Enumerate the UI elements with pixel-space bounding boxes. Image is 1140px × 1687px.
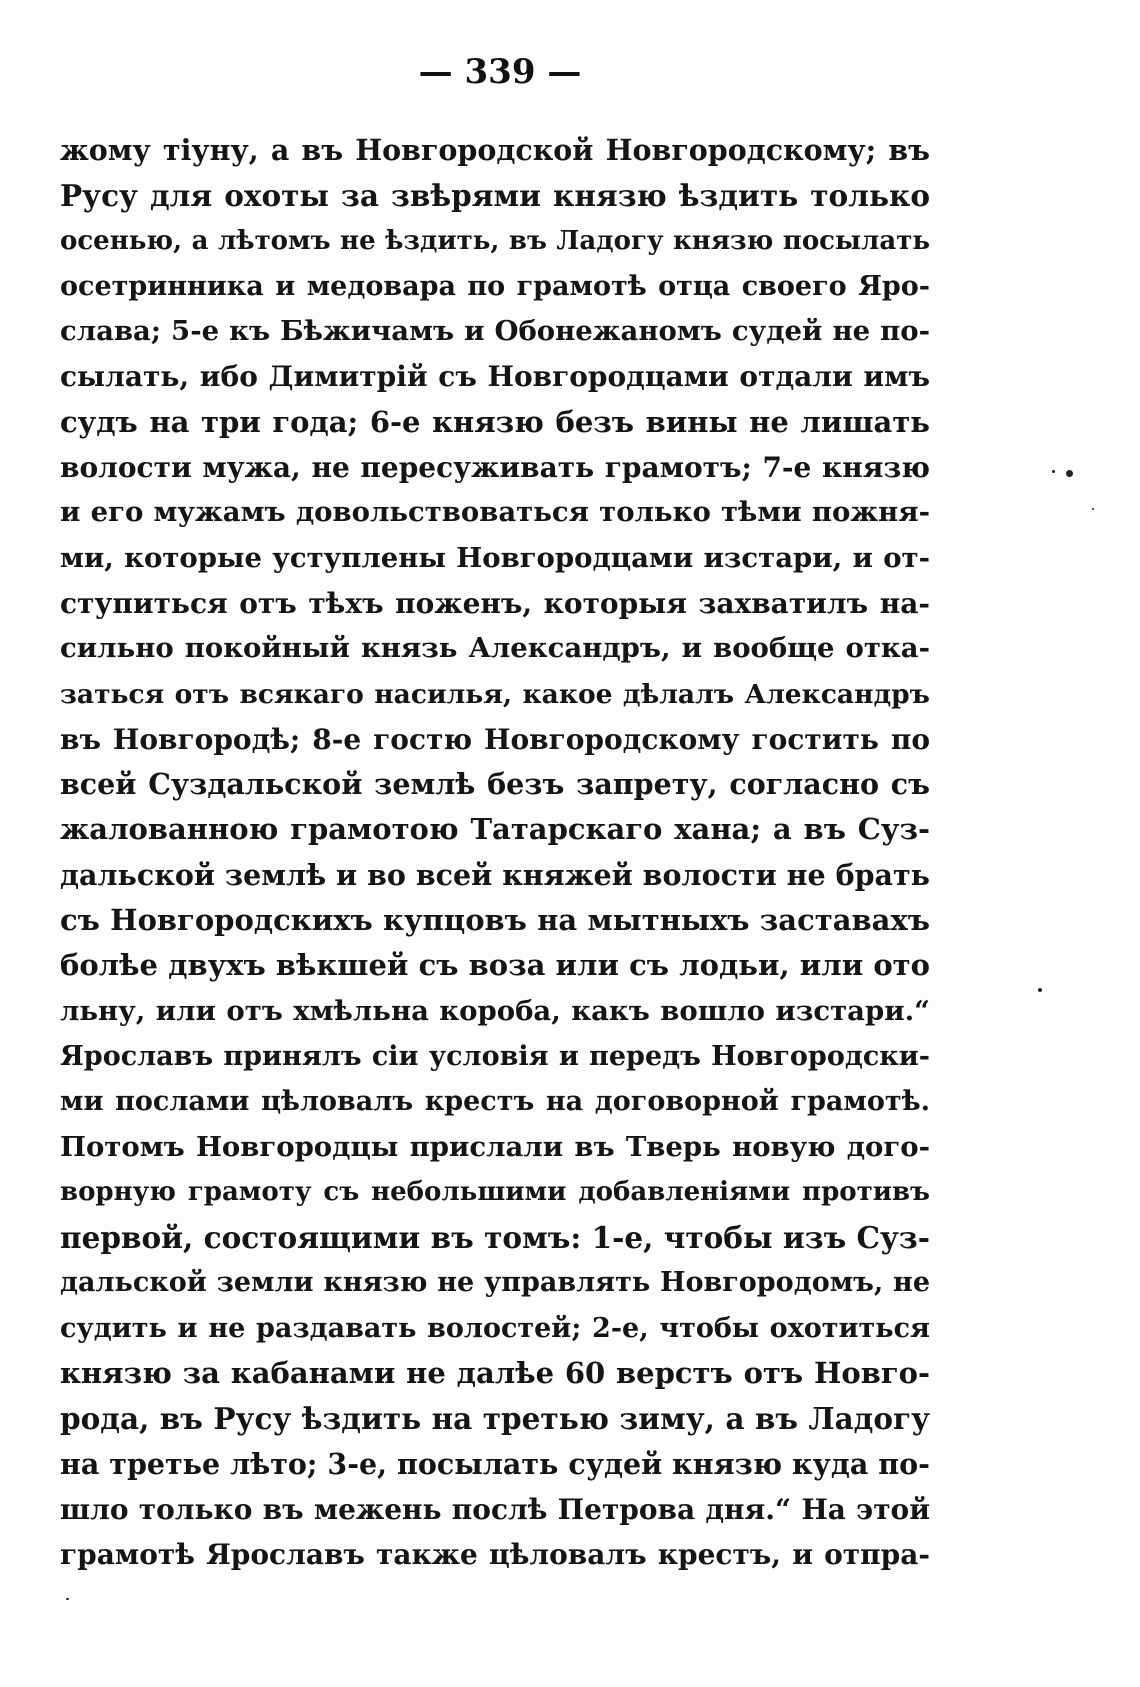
scan-speck [1092,508,1094,510]
text-line: сильно покойный князь Александръ, и вообще отка- [60,632,930,665]
text-line: на третье лѣто; 3-е, посылать судей князю куда по- [60,1446,930,1481]
scan-speck [1038,988,1042,992]
scan-speck [1052,470,1055,473]
text-line: въ Новгородѣ; 8-е гостю Новгородскому гостить по [60,722,930,756]
text-line: судъ на три года; 6-е князю безъ вины не лишать [60,404,930,439]
text-line: Ярославъ принялъ сіи условія и передъ Новгородски- [60,1040,930,1072]
text-line: всей Суздальской землѣ безъ запрету, согласно съ [60,767,930,802]
text-line: осенью, а лѣтомъ не ѣздить, въ Ладогу князю посылать [60,225,930,256]
text-line: волости мужа, не пересуживать грамотъ; 7-е князю [60,451,930,485]
text-line: дальской земли князю не управлять Новгородомъ, не [60,1267,930,1299]
text-line: князю за кабанами не далѣе 60 верстъ отъ Новго- [60,1356,930,1391]
text-line: дальской землѣ и во всей княжей волости не брать [60,857,930,892]
text-line: грамотѣ Ярославъ также цѣловалъ крестъ, и отпра- [60,1538,930,1572]
text-line: слава; 5-е къ Бѣжичамъ и Обонежаномъ судей не по- [60,315,930,348]
text-line: ми, которые уступлены Новгородцами изстари, и от- [60,541,930,574]
text-line: жалованною грамотою Татарскаго хана; а въ Суз- [60,812,930,847]
body-text [60,128,930,1578]
text-line: льну, или отъ хмѣльна короба, какъ вошло изстари.“ [60,994,930,1027]
text-line: Потомъ Новгородцы прислали въ Тверь новую дого- [60,1130,930,1163]
text-line: рода, въ Русу ѣздить на третью зиму, а въ Ладогу [60,1401,930,1437]
scan-speck [66,1598,69,1600]
scan-speck [1066,470,1073,477]
text-line: первой, состоящими въ томъ: 1-е, чтобы изъ Суз- [60,1220,930,1256]
text-line: сылать, ибо Димитрій съ Новгородцами отдали имъ [60,360,930,394]
text-line: ворную грамоту съ небольшими добавленіями противъ [60,1176,930,1207]
text-line: и его мужамъ довольствоваться только тѣми пожня- [60,496,930,529]
text-line: ступиться отъ тѣхъ поженъ, которыя захватилъ на- [60,586,930,620]
text-line: осетринника и медовара по грамотѣ отца своего Яро- [60,270,930,302]
text-line: ми послами цѣловалъ крестъ на договорной грамотѣ. [60,1086,930,1118]
page-number: — 339 — [418,52,582,92]
text-line: болѣе двухъ вѣкшей съ воза или съ лодьи, или ото [60,948,930,983]
text-line: судить и не раздавать волостей; 2-е, чтобы охотиться [60,1312,930,1344]
text-line: съ Новгородскихъ купцовъ на мытныхъ заставахъ [60,903,930,938]
text-line: Русу для охоты за звѣрями князю ѣздить только [60,178,930,214]
text-line: шло только въ межень послѣ Петрова дня.“ На этой [60,1492,930,1526]
text-line: жому тіуну, а въ Новгородской Новгородскому; въ [60,133,930,167]
text-line: заться отъ всякаго насилья, какое дѣлалъ Александръ [60,678,930,710]
